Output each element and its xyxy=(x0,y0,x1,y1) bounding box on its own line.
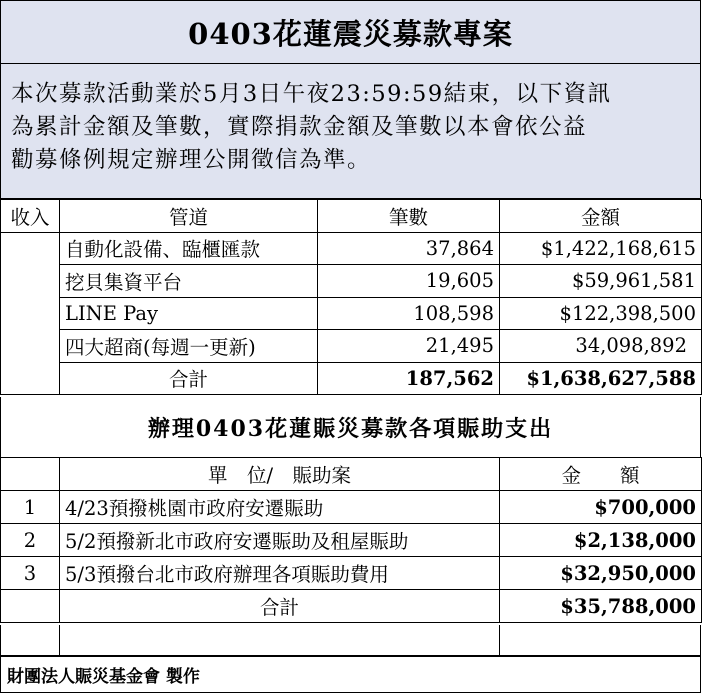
amount-cell: $122,398,500 xyxy=(500,297,702,330)
page-title: 0403花蓮震災募款專案 xyxy=(0,0,701,64)
table-row xyxy=(1,232,702,265)
expense-table xyxy=(0,457,702,623)
income-spacer-cell xyxy=(1,330,60,363)
table-row xyxy=(1,491,702,524)
amount-cell: $32,950,000 xyxy=(500,557,702,590)
income-total-row xyxy=(1,362,702,395)
item-cell: 4/23預撥桃園市政府安遷賑助 xyxy=(60,491,500,524)
row-number: 2 xyxy=(1,524,60,557)
income-total-label: 合計 xyxy=(60,362,318,395)
income-table xyxy=(0,199,702,395)
amount-cell: $59,961,581 xyxy=(500,265,702,298)
amount-cell: $2,138,000 xyxy=(500,524,702,557)
income-section-label: 收入 xyxy=(1,200,60,233)
channel-cell: LINE Pay xyxy=(60,297,318,330)
expense-total-row xyxy=(1,590,702,623)
row-number: 3 xyxy=(1,557,60,590)
income-total-count: 187,562 xyxy=(318,362,500,395)
table-row xyxy=(1,557,702,590)
footer-credit: 財團法人賑災基金會 製作 xyxy=(0,656,701,693)
table-row xyxy=(1,265,702,298)
table-header-row xyxy=(1,458,702,491)
item-cell: 5/3預撥台北市政府辦理各項賑助費用 xyxy=(60,557,500,590)
income-spacer-cell xyxy=(1,362,60,395)
column-header-amount: 金 額 xyxy=(500,458,702,491)
notice-line: 本次募款活動業於5月3日午夜23:59:59結束，以下資訊 xyxy=(11,81,612,107)
row-number: 1 xyxy=(1,491,60,524)
income-total-amount: $1,638,627,588 xyxy=(500,362,702,395)
income-spacer-cell xyxy=(1,265,60,298)
count-cell: 37,864 xyxy=(318,232,500,265)
amount-cell: 34,098,892 xyxy=(500,330,702,363)
expense-no-header xyxy=(1,458,60,491)
channel-cell: 四大超商(每週一更新) xyxy=(60,330,318,363)
column-header-amount: 金額 xyxy=(500,200,702,233)
table-row xyxy=(1,330,702,363)
column-header-channel: 管道 xyxy=(60,200,318,233)
expense-total-amount: $35,788,000 xyxy=(500,590,702,623)
count-cell: 21,495 xyxy=(318,330,500,363)
count-cell: 19,605 xyxy=(318,265,500,298)
channel-cell: 自動化設備、臨櫃匯款 xyxy=(60,232,318,265)
blank-row xyxy=(0,625,701,656)
count-cell: 108,598 xyxy=(318,297,500,330)
notice-box xyxy=(0,64,701,199)
table-row xyxy=(1,297,702,330)
expense-total-label: 合計 xyxy=(60,590,500,623)
expense-spacer-cell xyxy=(1,590,60,623)
notice-line: 為累計金額及筆數，實際捐款金額及筆數以本會依公益 xyxy=(11,114,588,140)
amount-cell: $1,422,168,615 xyxy=(500,232,702,265)
expense-title: 辦理0403花蓮賑災募款各項賑助支出 xyxy=(0,397,701,457)
notice-line: 勸募條例規定辦理公開徵信為準。 xyxy=(11,147,372,173)
table-row xyxy=(1,524,702,557)
table-header-row xyxy=(1,200,702,233)
channel-cell: 挖貝集資平台 xyxy=(60,265,318,298)
item-cell: 5/2預撥新北市政府安遷賑助及租屋賑助 xyxy=(60,524,500,557)
divider xyxy=(59,625,60,655)
income-spacer-cell xyxy=(1,232,60,265)
amount-cell: $700,000 xyxy=(500,491,702,524)
column-header-item: 單 位/ 賑助案 xyxy=(60,458,500,491)
divider xyxy=(499,625,500,655)
column-header-count: 筆數 xyxy=(318,200,500,233)
income-spacer-cell xyxy=(1,297,60,330)
